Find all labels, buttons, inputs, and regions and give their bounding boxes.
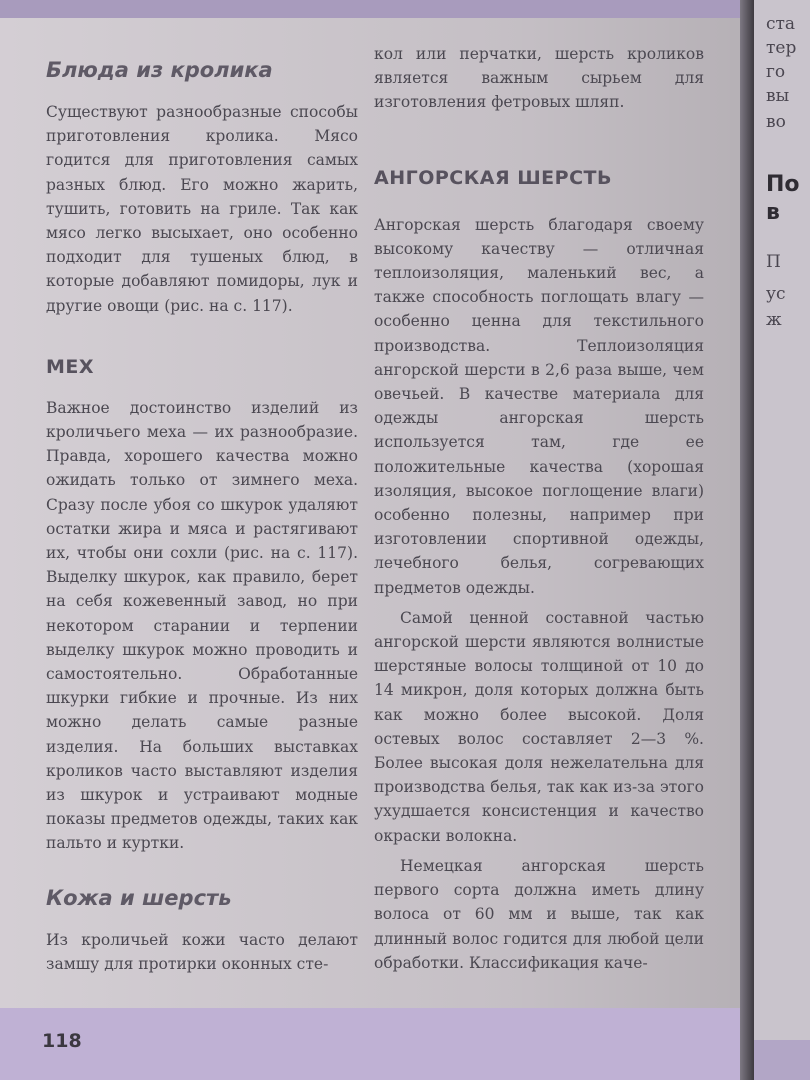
left-column <box>46 58 358 976</box>
next-page-fragment: го <box>766 62 786 82</box>
next-page-fragment: тер <box>766 38 797 58</box>
bottom-color-band <box>0 1008 740 1080</box>
section-heading-rabbit-dishes: Блюда из кролика <box>46 58 273 82</box>
next-page-fragment: По <box>766 172 800 197</box>
next-page-fragment: П <box>766 252 781 272</box>
top-color-strip <box>0 0 740 18</box>
paragraph-fur: Важное достоинство изделий из кроличьего меха — их разнообразие. Правда, хорошего качества можно ожидать только от зимнего меха. Сразу после убоя со шкурок удаляют остатки жира и мяса и растягивают их, чтобы они сохли (рис. на с. 117). Выделку шкурок, как правило, берет на себя кожевенный завод, но при некотором старании и терпении выделку шкурок можно проводить и самостоятельно. Обработанные шкурки гибкие и прочные. Из них можно делать самые разные изделия. На больших выставках кроликов часто выставляют изделия из шкурок и устраивают модные показы предметов одежды, таких как пальто и куртки. <box>46 398 358 853</box>
paragraph-rabbit-dishes: Существуют разнообразные способы приготовления кролика. Мясо годится для приготовления самых разных блюд. Его можно жарить, тушить, готовить на гриле. Так как мясо легко высыхает, оно особенно подходит для тушеных блюд, в которые добавляют помидоры, лук и другие овощи (рис. на с. 117). <box>46 103 358 315</box>
section-heading-fur: МЕХ <box>46 355 95 378</box>
paragraph-angora-1: Ангорская шерсть благодаря своему высокому качеству — отличная теплоизоляция, маленький вес, а также способность поглощать влагу — особенно ценна для текстильного производства. Теплоизоляция ангорской шерсти в 2,6 раза выше, чем овечьей. В качестве материала для одежды ангорская шерсть используется там, где ее положительные качества (хорошая изоляция, высокое поглощение влаги) особенно полезны, например при изготовлении спортивной одежды, лечебного белья, согревающих предметов одежды. <box>374 215 704 597</box>
next-page-fragment: ста <box>766 14 796 34</box>
next-page-fragment: ж <box>766 310 782 330</box>
next-page-fragment: вы <box>766 86 790 106</box>
next-page-fragment: в <box>766 200 780 225</box>
next-page-fragment: ус <box>766 284 786 304</box>
next-page-band <box>754 1040 810 1080</box>
next-page-fragment: во <box>766 112 786 132</box>
paragraph-continued: кол или перчатки, шерсть кроликов является важным сырьем для изготовления фетровых шляп. <box>374 45 704 112</box>
paragraph-leather: Из кроличьей кожи часто делают замшу для протирки оконных сте- <box>46 930 358 973</box>
book-gutter <box>740 0 754 1080</box>
section-heading-angora-wool: АНГОРСКАЯ ШЕРСТЬ <box>374 166 612 189</box>
page-number: 118 <box>42 1030 82 1052</box>
next-page-edge <box>754 0 810 1080</box>
paragraph-angora-3: Немецкая ангорская шерсть первого сорта должна иметь длину волоса от 60 мм и выше, так как длинный волос годится для любой цели обработки. Классификация каче- <box>374 856 704 972</box>
section-heading-leather-wool: Кожа и шерсть <box>46 885 232 910</box>
paragraph-angora-2: Самой ценной составной частью ангорской шерсти являются волнистые шерстяные волосы толщиной от 10 до 14 микрон, доля которых должна быть как можно более высокой. Доля остевых волос составляет 2—3 %. Более высокая доля нежелательна для производства белья, так как из-за этого ухудшается консистенция и качество окраски волокна. <box>374 608 704 845</box>
right-column <box>374 42 704 975</box>
